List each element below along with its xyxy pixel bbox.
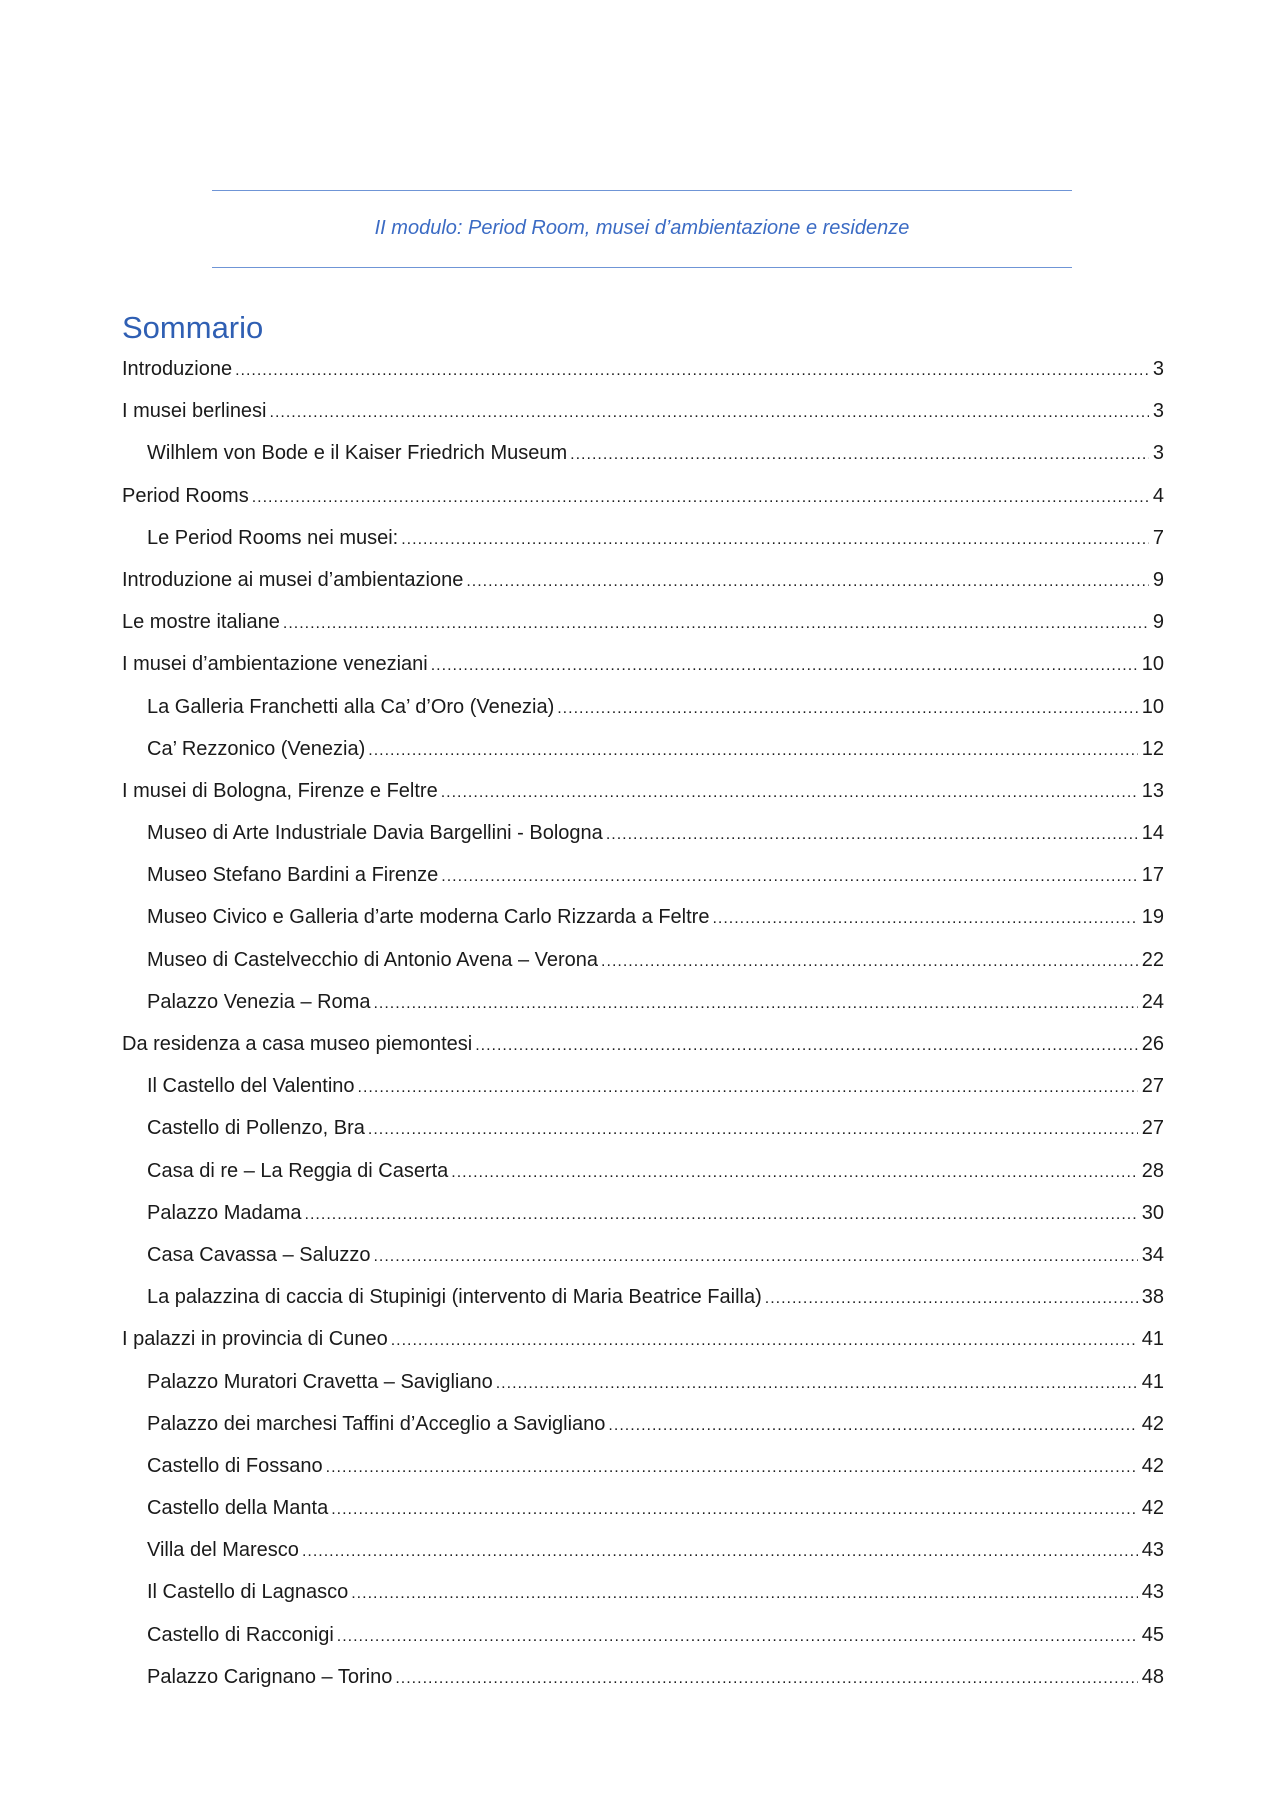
toc-dot-leader <box>395 1658 1137 1698</box>
toc-entry-label[interactable]: Introduzione ai musei d’ambientazione <box>122 568 464 591</box>
toc-dot-leader <box>326 1447 1138 1487</box>
toc-dot-leader <box>601 941 1138 981</box>
toc-entry-label[interactable]: Introduzione <box>122 358 233 380</box>
toc-entry-page-number[interactable]: 42 <box>1141 1497 1164 1520</box>
toc-dot-leader <box>283 603 1149 643</box>
toc-entry-page-number[interactable]: 22 <box>1141 948 1164 971</box>
toc-entry-label[interactable]: Palazzo Muratori Cravetta – Savigliano <box>147 1370 493 1393</box>
toc-entry-page-number[interactable]: 30 <box>1141 1201 1164 1224</box>
toc-entry[interactable] <box>122 432 1164 474</box>
toc-entry-label[interactable]: Da residenza a casa museo piemontesi <box>122 1033 473 1055</box>
toc-entry-label[interactable]: Il Castello di Lagnasco <box>147 1581 349 1604</box>
toc-dot-leader <box>368 730 1137 770</box>
toc-entry-label[interactable]: Museo di Arte Industriale Davia Bargellini - Bologna <box>147 822 603 845</box>
toc-dot-leader <box>712 898 1137 938</box>
toc-entry[interactable] <box>122 896 1164 938</box>
toc-entry-page-number[interactable]: 43 <box>1141 1539 1164 1562</box>
toc-entry[interactable] <box>122 1656 1164 1698</box>
toc-dot-leader <box>305 1194 1138 1234</box>
toc-entry-page-number[interactable]: 19 <box>1141 906 1164 929</box>
toc-entry-page-number[interactable]: 24 <box>1141 990 1164 1013</box>
toc-entry-label[interactable]: Palazzo Madama <box>147 1201 302 1224</box>
toc-dot-leader <box>373 1236 1137 1276</box>
toc-entry[interactable] <box>122 854 1164 896</box>
toc-entry-page-number[interactable]: 14 <box>1141 822 1164 845</box>
toc-entry[interactable] <box>122 1445 1164 1487</box>
toc-entry[interactable] <box>122 1529 1164 1571</box>
toc-entry-label[interactable]: I musei berlinesi <box>122 400 267 423</box>
toc-entry-label[interactable]: Castello della Manta <box>147 1497 329 1520</box>
toc-entry-page-number[interactable]: 13 <box>1141 779 1164 802</box>
toc-entry[interactable] <box>122 1150 1164 1192</box>
toc-entry-label[interactable]: Palazzo Venezia – Roma <box>147 990 371 1013</box>
toc-dot-leader <box>496 1363 1138 1403</box>
toc-entry-page-number[interactable]: 42 <box>1141 1412 1164 1435</box>
toc-dot-leader <box>368 1109 1138 1149</box>
toc-entry-label[interactable]: I musei di Bologna, Firenze e Feltre <box>122 779 438 802</box>
toc-dot-leader <box>466 561 1149 601</box>
toc-entry-page-number[interactable]: 3 <box>1152 358 1164 380</box>
toc-entry[interactable] <box>122 1403 1164 1445</box>
toc-entry-page-number[interactable]: 38 <box>1141 1286 1164 1309</box>
toc-entry-page-number[interactable]: 9 <box>1152 611 1164 634</box>
toc-entry-page-number[interactable]: 48 <box>1141 1665 1164 1688</box>
toc-entry-label[interactable]: La palazzina di caccia di Stupinigi (intervento di Maria Beatrice Failla) <box>147 1286 762 1309</box>
toc-entry-label[interactable]: Palazzo dei marchesi Taffini d’Acceglio a Savigliano <box>147 1412 606 1435</box>
toc-entry-page-number[interactable]: 9 <box>1152 568 1164 591</box>
toc-entry[interactable] <box>122 1571 1164 1613</box>
toc-entry[interactable] <box>122 1234 1164 1276</box>
toc-dot-leader <box>570 434 1149 474</box>
toc-entry[interactable] <box>122 981 1164 1023</box>
toc-dot-leader <box>337 1616 1138 1656</box>
toc-entry[interactable] <box>122 1023 1164 1065</box>
toc-entry-label[interactable]: Palazzo Carignano – Torino <box>147 1665 393 1688</box>
toc-dot-leader <box>451 1152 1137 1192</box>
toc-entry-label[interactable]: I palazzi in provincia di Cuneo <box>122 1328 388 1351</box>
toc-entry-label[interactable]: Castello di Pollenzo, Bra <box>147 1117 365 1140</box>
toc-dot-leader <box>557 688 1138 728</box>
toc-dot-leader <box>373 983 1137 1023</box>
toc-dot-leader <box>302 1531 1138 1571</box>
toc-dot-leader <box>431 645 1138 685</box>
toc-entry-label[interactable]: Wilhlem von Bode e il Kaiser Friedrich Museum <box>147 442 568 465</box>
toc-entry[interactable] <box>122 812 1164 854</box>
toc-entry[interactable] <box>122 939 1164 981</box>
toc-dot-leader <box>270 392 1149 432</box>
toc-entry[interactable] <box>122 1276 1164 1318</box>
toc-entry-label[interactable]: Period Rooms <box>122 484 249 507</box>
toc-dot-leader <box>765 1278 1138 1318</box>
toc-entry-page-number[interactable]: 42 <box>1141 1454 1164 1477</box>
toc-entry[interactable] <box>122 348 1164 390</box>
toc-entry-label[interactable]: Il Castello del Valentino <box>147 1075 355 1098</box>
toc-entry-label[interactable]: Ca’ Rezzonico (Venezia) <box>147 737 366 760</box>
toc-entry[interactable] <box>122 1487 1164 1529</box>
toc-dot-leader <box>331 1489 1138 1529</box>
toc-entry-page-number[interactable]: 10 <box>1141 653 1164 676</box>
toc-dot-leader <box>252 477 1149 517</box>
toc-entry-page-number[interactable]: 10 <box>1141 695 1164 718</box>
toc-entry-page-number[interactable]: 34 <box>1141 1243 1164 1266</box>
toc-entry[interactable] <box>122 1614 1164 1656</box>
toc-entry-page-number[interactable]: 4 <box>1152 484 1164 507</box>
toc-entry-page-number[interactable]: 41 <box>1141 1328 1164 1351</box>
toc-dot-leader <box>606 814 1138 854</box>
toc-dot-leader <box>235 350 1149 390</box>
toc-entry-label[interactable]: Museo Stefano Bardini a Firenze <box>147 864 439 887</box>
toc-entry[interactable] <box>122 601 1164 643</box>
toc-entry-label[interactable]: I musei d’ambientazione veneziani <box>122 653 428 676</box>
table-of-contents <box>122 348 1164 1698</box>
toc-dot-leader <box>391 1320 1138 1360</box>
intense-quote-block <box>212 190 1072 268</box>
toc-entry-label[interactable]: Le mostre italiane <box>122 611 280 634</box>
toc-entry-label[interactable]: Castello di Fossano <box>147 1454 323 1477</box>
toc-entry[interactable] <box>122 517 1164 559</box>
toc-entry[interactable] <box>122 559 1164 601</box>
toc-entry-page-number[interactable]: 3 <box>1152 442 1164 465</box>
toc-entry[interactable] <box>122 1065 1164 1107</box>
toc-entry-page-number[interactable]: 12 <box>1141 737 1164 760</box>
toc-entry[interactable] <box>122 390 1164 432</box>
toc-entry-page-number[interactable]: 17 <box>1141 864 1164 887</box>
toc-entry-label[interactable]: Casa di re – La Reggia di Caserta <box>147 1159 449 1182</box>
toc-entry-label[interactable]: La Galleria Franchetti alla Ca’ d’Oro (Venezia) <box>147 695 555 718</box>
toc-entry[interactable] <box>122 728 1164 770</box>
toc-entry-page-number[interactable]: 28 <box>1141 1159 1164 1182</box>
toc-entry[interactable] <box>122 1361 1164 1403</box>
toc-entry[interactable] <box>122 1318 1164 1360</box>
toc-title: Sommario <box>122 310 264 345</box>
toc-entry-page-number[interactable]: 26 <box>1141 1033 1164 1055</box>
toc-entry-page-number[interactable]: 7 <box>1152 526 1164 549</box>
toc-entry[interactable] <box>122 686 1164 728</box>
toc-entry[interactable] <box>122 475 1164 517</box>
toc-dot-leader <box>475 1025 1138 1065</box>
toc-entry-label[interactable]: Villa del Maresco <box>147 1539 299 1562</box>
toc-entry-page-number[interactable]: 3 <box>1152 400 1164 423</box>
toc-entry-page-number[interactable]: 43 <box>1141 1581 1164 1604</box>
toc-entry-label[interactable]: Le Period Rooms nei musei: <box>147 526 399 549</box>
toc-entry-page-number[interactable]: 41 <box>1141 1370 1164 1393</box>
quote-text: II modulo: Period Room, musei d’ambientazione e residenze <box>374 217 910 239</box>
toc-entry-label[interactable]: Casa Cavassa – Saluzzo <box>147 1243 371 1266</box>
toc-entry-page-number[interactable]: 45 <box>1141 1623 1164 1646</box>
toc-dot-leader <box>608 1405 1137 1445</box>
toc-dot-leader <box>401 519 1149 559</box>
toc-entry[interactable] <box>122 643 1164 685</box>
toc-dot-leader <box>351 1573 1138 1613</box>
toc-entry-label[interactable]: Museo Civico e Galleria d’arte moderna Carlo Rizzarda a Feltre <box>147 906 710 929</box>
toc-entry[interactable] <box>122 1192 1164 1234</box>
toc-entry[interactable] <box>122 770 1164 812</box>
toc-dot-leader <box>441 856 1137 896</box>
toc-entry-page-number[interactable]: 27 <box>1141 1117 1164 1140</box>
toc-entry-label[interactable]: Museo di Castelvecchio di Antonio Avena – Verona <box>147 948 599 971</box>
toc-dot-leader <box>441 772 1138 812</box>
toc-dot-leader <box>358 1067 1138 1107</box>
toc-entry-label[interactable]: Castello di Racconigi <box>147 1623 334 1646</box>
toc-entry-page-number[interactable]: 27 <box>1141 1075 1164 1098</box>
toc-entry[interactable] <box>122 1107 1164 1149</box>
